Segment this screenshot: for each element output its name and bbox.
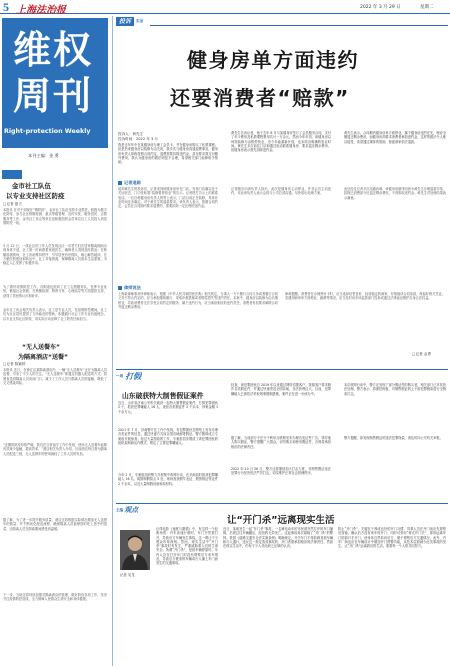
author-portrait-icon	[120, 530, 150, 570]
jianxun-byline-2: □记者 陈颖婷	[3, 362, 26, 366]
jianxun-p1: 本报讯 在对于到现在“钢铁侠”，金市社工队伍坚持专业帮扶，积极为数字化防疫、参与社区核酸检测、重点等级管理、宣传安抚、服务居民、志愿服务等工作，金市社工协会等单位也积极组织会员单位社工人员投入到疫情防控一线。	[3, 208, 107, 225]
page-header	[0, 0, 450, 14]
investigation-section-bar	[116, 17, 143, 26]
investigation-top-rule	[150, 25, 448, 26]
opinion-col-3: 防止“开门杀”，关键在于养成良好的开门习惯。驾乘人员在开门前应先观察后视镜，确认后方没有来车再开门；同时可采用“荷式开门法”，即用远离车门的那只手开门，使身体自然转向后方，便于观察后方交通情况。此外，汽车厂商也应在车辆设计中增加开门预警功能，从技术层面减少此类事故的发生。让“开门杀”远离我们的生活，需要每一个人的共同努力。	[338, 527, 446, 549]
opinion-col-1: 记得电影《速度与激情》中，有这样一个经典场景：汽车高速行驶时，车门突然被打开，导致后方车辆发生事故。这一幕让不少观众印象深刻。然而，现实生活中“开门杀”事故时有发生，严重威胁着人们的生命安全。所谓“开门杀”，是指车辆停靠时，车内人员在打开车门时没有观察后方来车情况，导致后方驶来的车辆或行人撞上车门而发生的交通事故。	[156, 527, 218, 566]
dajia-top-rule	[116, 369, 448, 370]
dajia-headline: 山东破获特大制售假证案件	[122, 392, 204, 400]
note-p1: 接到黄先生的投诉后，记者来到该健身房所在门店，发现门店确实处于关闭状态，门口张贴着“装修暂停营业”的告示。记者拨打告示上的联系电话，一位自称健身房负责人的男士表示，门店目前正在装修，具体开业时间还未确定。对于黄先生的退款要求，该负责人表示，按照合同约定，会员在合同期内要求退费的，需要扣除一定比例的违约金。	[118, 187, 218, 209]
reporter-line-2: 投诉时间：2022 年 3 月	[118, 137, 159, 141]
issue-weekday: 星期二	[420, 5, 434, 10]
jianxun-p2: 3 月 12 日，一线社区的工作人员发现社区一对老夫妇在居家隔离期间出现身体不适，社工第一时间联系家庭医生，确保老人得到及时救治；在核酸检测现场，社工协助维持秩序、引导居民有序排队，耐心解答疑问，在方舱医院建设和转运中，社工对接资源，保障隔离人员基本生活需要，为稳定人心发挥了积极作用。	[3, 244, 107, 266]
law-head-text: 律师说法	[124, 285, 141, 290]
opinion-section-bar	[116, 505, 138, 515]
law-p2: 律师提醒，消费者在办理预付卡时，应当选择信誉良好、经营稳定的商家，仔细阅读合同条款，保留好相关凭证。若遇到商家单方面停业、跑路等情况，应当及时向市场监管部门投诉或通过法律途径维护自身合法权益。	[285, 292, 445, 301]
intro-col-2: 黄先生告诉记者，他于去年 6 月与某健身房签订了会员服务合同，支付了年卡费用及私教课程费用共计一万余元。然而今年年初，该健身房以场馆装修为由暂停营业，至今未能重新开放，也未给出明确的复业时间。黄先生多次前往门店和通过电话联系健身房，要求退还剩余费用，但健身房表示需先扣除违约金。	[231, 131, 331, 153]
reporter-line-1: 投诉人：黄先生	[118, 132, 144, 136]
opinion-col-2: 近日，某地发生一起“开门杀”事故，一名骑电动车的市民被突然打开的车门撞倒，后被过往车辆碾压，经抢救无效死亡。这起事故再次敲响了“开门杀”的警钟。我国《道路交通安全法实施条例》明确规定，开关车门不得妨碍其他车辆和行人通行。违反这一规定造成事故的，开门者需承担相应的法律责任。然而在现实生活中，仍有不少人对此缺乏足够的认识。	[223, 527, 333, 549]
jianxun-headline-1: 金市社工队伍	[12, 182, 51, 190]
investigation-tag-sub: 实录	[136, 19, 144, 23]
jianxun-label-text: 简讯	[4, 180, 17, 187]
column-logo	[2, 18, 108, 148]
column-editor: 本刊主编：金 勇	[28, 153, 59, 158]
note-p3: 此后经过记者多次沟通协调，该健身房最终同意为黄先生办理退款手续，扣除已消费部分后退还剩余费用，不再收取违约金。黄先生对处理结果表示满意。	[344, 187, 446, 200]
law-p1: 上海某律师事务所律师表示，根据《中华人民共和国民法典》相关规定，当事人一方不履行合同义务或者履行合同义务不符合约定的，应当承担继续履行、采取补救措施或者赔偿损失等违约责任。本案中，健身房以装修为由长期停业，导致消费者无法享受合同约定的服务，属于违约行为，应当承担相应的违约责任，消费者有权要求解除合同并退还剩余费用。	[118, 292, 278, 309]
dajia-p7: 本次收网行动中，警方还发现了部分假证件的购买者，相关部门已对其依法处理。警方表示，将深挖彻查，对制售假证的上下游犯罪链条进行全链条打击。	[344, 383, 446, 396]
law-head-marker	[118, 286, 122, 290]
page-number: 5	[3, 0, 9, 14]
investigation-tag: 投诉	[116, 17, 134, 26]
dajia-p4: 经查，该犯罪团伙自 2019 年以来通过网络招揽客户，按照客户要求制作各类假证件，并通过快递寄送全国各地，非法获利巨大。目前，犯罪嫌疑人已被依法采取刑事强制措施，案件正在进一步侦办中。	[231, 383, 331, 396]
jianxun-p3: 为了做好疫情防控工作，各街道也组织了社工志愿服务队，发挥专业优势，链接社会资源，在核酸检测、物资分发、心理疏导等方面提供支持，获得了居民的认可和好评。	[3, 285, 107, 298]
note-head-text: 记者追踪	[124, 180, 141, 185]
law-head	[118, 285, 141, 291]
dajia-prefix: 一周	[116, 373, 124, 378]
note-p2: 记者随后向该负责人指出，此次是健身房主动停业，并非会员主动违约，对此该负责人表示会再与公司总部沟通，尽快给出处理方案。	[231, 187, 331, 196]
column-title-line2: 周刊	[13, 74, 94, 118]
issue-date: 2022 年 3 月 29 日	[360, 5, 401, 10]
dajia-p8: 警方提醒，如发现制售假证的违法犯罪线索，请及时向公安机关举报。	[344, 436, 443, 440]
intro-col-1: 我是去年年中在某健身房办理了会员卡，并在健身房购买了私教课程。但是后来健身房以装修为由关闭，我多次与健身房沟通退费事宜，健身房负责人却称按照合同约定，退费需要扣除违约金，甚至要求我支付额外费用，我认为健身房的做法明显不合理，希望相关部门能够给予帮助。	[118, 143, 218, 165]
dajia-p2: 2021 年 7 月，济南警方在工作中发现，有犯罪团伙在网络上发布办理各类证件的信息，通过快递方式向全国各地邮寄假证。警方随即成立专案组开展侦查。经过大量细致的工作，专案组初步摸清了该犯罪团伙的组织架构和运作模式，锁定了主要犯罪嫌疑人。	[118, 428, 218, 445]
jianxun-p8: 下一步，当地还将持续加强对隔离酒店的管理，做好防疫各项工作，坚决守住疫情防控底线，全力保障人民群众生命安全和身体健康。	[3, 593, 107, 602]
opinion-top-rule	[116, 503, 448, 504]
intro-col-3: 黄先生表示，合同期内健身房单方面停业，属于健身房违约在先，理应全额退还剩余费用，而健身房却要求消费者承担违约金，这样的做法令人难以接受，希望通过媒体的帮助，督促商家依法退款。	[344, 131, 446, 144]
dajia-p3: 今年 2 月，专案组组织警力开展集中收网行动，在多地同时抓获犯罪嫌疑人 16 名，捣毁制假窝点 5 处，现场查获假毕业证、假资格证等证件 2 千余本，以及大量制假设备和原材料。	[118, 473, 218, 486]
opinion-headline: 让“开门杀”远离现实生活	[227, 515, 335, 526]
jianxun-p5: 本报讯 近日，在徐汇区某隔离酒店内，一辆“无人送餐车”正在为隔离人员送餐，引来了不少人的关注。“无人送餐车”即通过机器人配送的方式，将餐食送到隔离人员房间门口，减少了工作人员与隔离人员的接触，降低了交叉感染风险。	[3, 368, 107, 385]
jianxun-p6: “近期的防疫形势严峻，我们在日常值守工作中发现，使用无人送餐车能够有效减少接触，提高效率。”酒店相关负责人介绍，目前酒店每日需为隔离人员配送三餐，无人送餐车的使用减轻了工作人员的负担。	[3, 443, 107, 456]
jianxun-subhead-1: “无人送餐车”	[22, 344, 60, 351]
dajia-p5: 据了解，当前部分不法分子利用互联网发布办理各类证件广告，诱导他人购买假证，警方提醒广大群众，切勿购买和使用假证件，否则将承担相应的法律责任。	[231, 436, 331, 449]
dajia-tag: 打假	[125, 371, 142, 381]
opinion-tag: 主编	[116, 507, 124, 512]
investigation-headline-1: 健身房单方面违约	[187, 48, 359, 72]
column-title-line1: 维权	[13, 28, 94, 72]
dajia-p1: 近日，山东省济南公安机关破获一起特大制售假证案件，打掉犯罪团伙 2 个，抓获犯罪嫌疑人 16 人，查获各类假证件 2 千余本，涉案金额 1 千余万元。	[118, 401, 218, 414]
masthead: 上海法治报	[16, 5, 66, 16]
investigation-headline-2: 还要消费者“赔款”	[170, 86, 350, 110]
note-head	[118, 180, 141, 186]
column-divider	[112, 16, 113, 666]
opinion-author-photo	[120, 530, 150, 570]
investigation-editor-sign: □记者 金勇	[412, 352, 431, 356]
column-english: Right-protection Weekly	[4, 128, 91, 135]
dajia-p6: 2022 年 10 月 26 日，警方还将继续加大打击力度，对制售假证违法犯罪行为坚决依法严厉打击，切实维护正常社会管理秩序。	[231, 467, 331, 476]
jianxun-p4: 金市社工协会相关负责人表示，社工是专业人员，在疫情防控期间，社工们为社区居民提供了力所能及的帮助，积极践行社会工作专业价值理念，以专业支持社区防疫，用实际行动诠释了社工的责任和担当。	[3, 308, 107, 321]
opinion-author-caption: 记者 吴龙	[120, 573, 135, 577]
jianxun-p7: 据了解，为了进一步提升服务质量，酒店还将根据实际情况增加无人送餐车的数量，并不断优化配送流程，确保隔离人员能够按时吃上热乎的饭菜，让隔离人员在隔离期间感受到温暖。	[3, 518, 107, 531]
jianxun-headline-2: 以专业支持社区防疫	[6, 192, 65, 200]
opinion-tag-2: 观点	[124, 506, 139, 514]
jianxun-byline: □记者 夏天	[3, 202, 22, 206]
jianxun-subhead-2: 为隔离酒店“送餐”	[18, 354, 68, 361]
note-head-marker	[118, 181, 122, 185]
jianxun-label	[2, 170, 22, 187]
dajia-section-bar	[116, 371, 141, 381]
